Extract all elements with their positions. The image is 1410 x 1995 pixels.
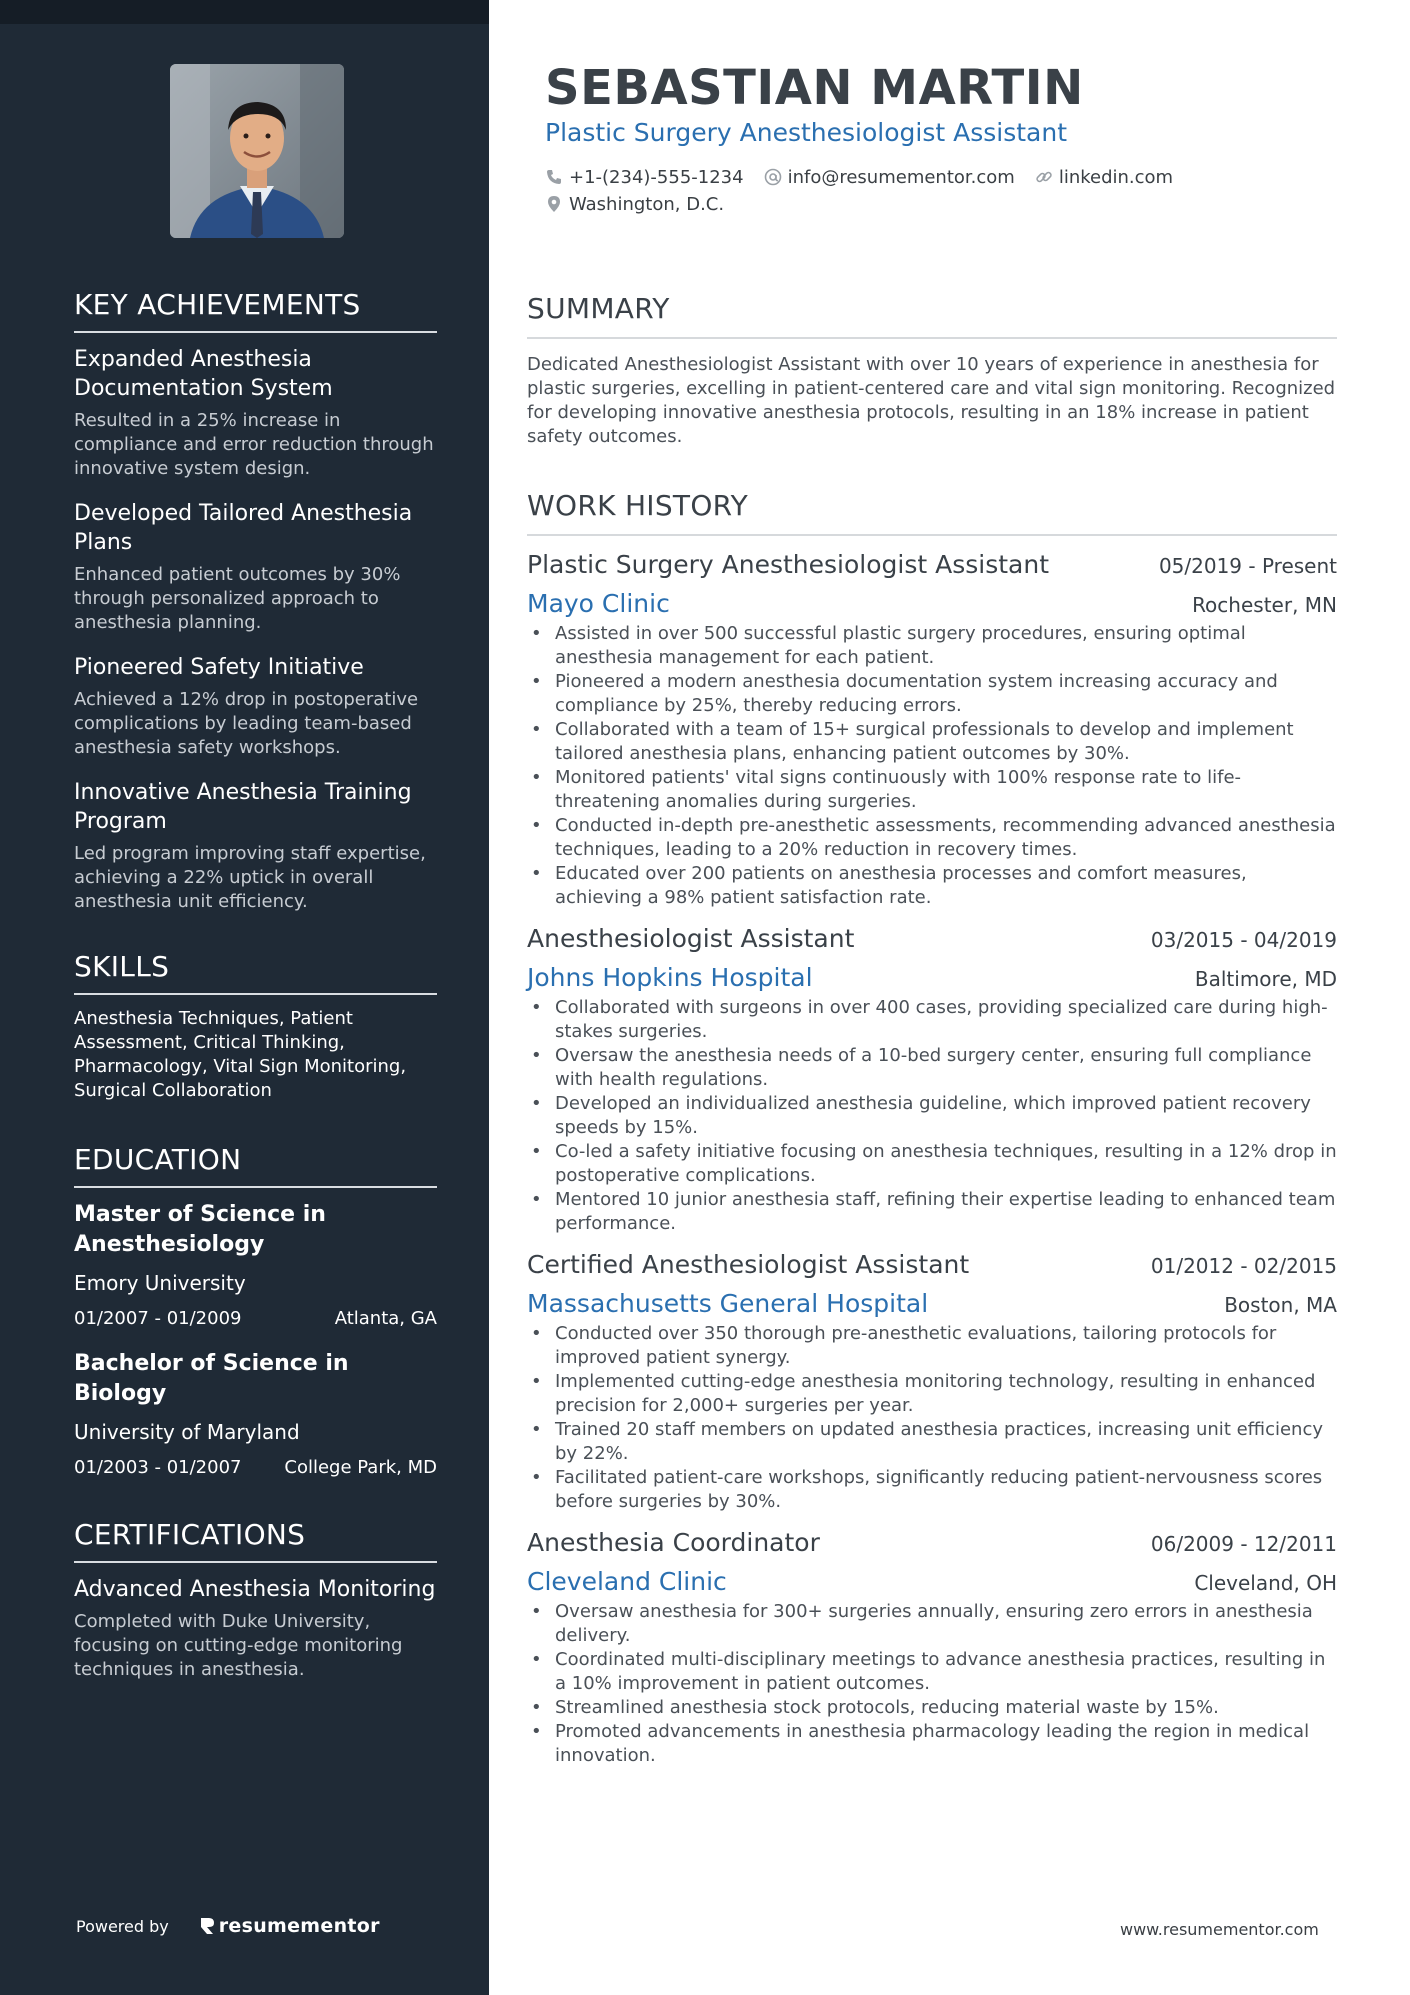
- education-heading: EDUCATION: [74, 1143, 437, 1188]
- achievement-desc: Resulted in a 25% increase in compliance and error reduction through innovative system design.: [74, 410, 434, 479]
- education-item: [74, 1200, 437, 1329]
- job-entry: [527, 550, 1337, 910]
- job-bullets: [527, 622, 1337, 910]
- powered-by: [76, 1915, 380, 1937]
- education-degree: Bachelor of Science in Biology: [74, 1351, 349, 1406]
- job-bullet: • Oversaw anesthesia for 300+ surgeries annually, ensuring zero errors in anesthesia delivery.: [527, 1600, 1337, 1648]
- job-bullet: • Facilitated patient-care workshops, significantly reducing patient-nervousness scores before surgeries by 30%.: [527, 1466, 1337, 1514]
- job-location: Rochester, MN: [1192, 593, 1337, 617]
- brand-mark-icon: [199, 1916, 215, 1936]
- achievement-desc: Enhanced patient outcomes by 30% through personalized approach to anesthesia planning.: [74, 564, 401, 633]
- education-location: College Park, MD: [284, 1457, 437, 1478]
- education-meta: [74, 1308, 437, 1329]
- achievement-desc: Achieved a 12% drop in postoperative complications by leading team-based anesthesia safety workshops.: [74, 689, 419, 758]
- job-bullets: [527, 1600, 1337, 1768]
- contact-row: [545, 164, 1345, 190]
- job-title: Certified Anesthesiologist Assistant: [527, 1250, 970, 1279]
- job-company: Johns Hopkins Hospital: [527, 963, 813, 992]
- job-bullet: • Trained 20 staff members on updated anesthesia practices, increasing unit efficiency by 22%.: [527, 1418, 1337, 1466]
- achievement-item: [74, 345, 437, 481]
- education-school: Emory University: [74, 1271, 246, 1295]
- job-title: Anesthesia Coordinator: [527, 1528, 820, 1557]
- job-bullet: • Oversaw the anesthesia needs of a 10-bed surgery center, ensuring full compliance with health regulations.: [527, 1044, 1337, 1092]
- education-degree: Master of Science in Anesthesiology: [74, 1202, 326, 1257]
- education-meta: [74, 1457, 437, 1478]
- job-bullet: • Streamlined anesthesia stock protocols, reducing material waste by 15%.: [527, 1696, 1337, 1720]
- job-location: Cleveland, OH: [1194, 1571, 1337, 1595]
- powered-by-label: Powered by: [76, 1916, 169, 1936]
- education-school: University of Maryland: [74, 1420, 300, 1444]
- skills-heading: SKILLS: [74, 950, 437, 995]
- job-bullet: • Promoted advancements in anesthesia pharmacology leading the region in medical innovation.: [527, 1720, 1337, 1768]
- achievements-heading: KEY ACHIEVEMENTS: [74, 288, 437, 333]
- link-icon: [1035, 168, 1053, 186]
- footer-url[interactable]: www.resumementor.com: [1120, 1920, 1319, 1939]
- job-company: Cleveland Clinic: [527, 1567, 727, 1596]
- job-company: Massachusetts General Hospital: [527, 1289, 929, 1318]
- sidebar-top-band: [0, 0, 489, 24]
- phone-icon: [545, 168, 563, 186]
- job-bullet: • Conducted over 350 thorough pre-anesthetic evaluations, tailoring protocols for improved patient synergy.: [527, 1322, 1337, 1370]
- achievement-desc: Led program improving staff expertise, achieving a 22% uptick in overall anesthesia unit efficiency.: [74, 843, 426, 912]
- summary-text: Dedicated Anesthesiologist Assistant with over 10 years of experience in anesthesia for plastic surgeries, excelling in patient-centered care and vital sign monitoring. Recognized for developing innovative anesthesia protocols, resulting in an 18% increase in patient safety outcomes.: [527, 354, 1336, 447]
- job-bullet: • Mentored 10 junior anesthesia staff, refining their expertise leading to enhanced team performance.: [527, 1188, 1337, 1236]
- job-bullet: • Implemented cutting-edge anesthesia monitoring technology, resulting in enhanced precision for 2,000+ surgeries per year.: [527, 1370, 1337, 1418]
- education-dates: 01/2007 - 01/2009: [74, 1308, 242, 1329]
- job-bullet: • Assisted in over 500 successful plastic surgery procedures, ensuring optimal anesthesia management for each patient.: [527, 622, 1337, 670]
- job-location: Baltimore, MD: [1194, 967, 1337, 991]
- job-title: Anesthesiologist Assistant: [527, 924, 855, 953]
- job-bullet: • Conducted in-depth pre-anesthetic assessments, recommending advanced anesthesia techniques, leading to a 20% reduction in recovery times.: [527, 814, 1337, 862]
- sidebar-content: [74, 288, 437, 1682]
- achievement-item: [74, 499, 437, 635]
- job-bullets: [527, 996, 1337, 1236]
- education-item: [74, 1349, 437, 1478]
- job-bullet: • Monitored patients' vital signs continuously with 100% response rate to life-threatening anomalies during surgeries.: [527, 766, 1337, 814]
- contact-email[interactable]: info@resumementor.com: [764, 167, 1015, 188]
- contact-phone[interactable]: +1-(234)-555-1234: [545, 167, 744, 188]
- job-dates: 06/2009 - 12/2011: [1150, 1532, 1337, 1556]
- contact-location: Washington, D.C.: [545, 194, 724, 215]
- work-history-section: [527, 489, 1337, 1782]
- job-dates: 05/2019 - Present: [1158, 554, 1337, 578]
- achievement-item: [74, 653, 437, 760]
- job-bullet: • Coordinated multi-disciplinary meetings to advance anesthesia practices, resulting in a 10% improvement in patient outcomes.: [527, 1648, 1337, 1696]
- certification-item: [74, 1575, 437, 1682]
- achievement-title: Developed Tailored Anesthesia Plans: [74, 501, 413, 555]
- contact-row: [545, 191, 1345, 217]
- certification-desc: Completed with Duke University, focusing on cutting-edge monitoring techniques in anesthesia.: [74, 1611, 403, 1680]
- contact-linkedin[interactable]: linkedin.com: [1035, 167, 1173, 188]
- achievement-title: Pioneered Safety Initiative: [74, 655, 364, 680]
- profile-photo: [170, 64, 344, 238]
- job-bullets: [527, 1322, 1337, 1514]
- job-bullet: • Developed an individualized anesthesia guideline, which improved patient recovery speeds by 15%.: [527, 1092, 1337, 1140]
- job-bullet: • Collaborated with surgeons in over 400 cases, providing specialized care during high-stakes surgeries.: [527, 996, 1337, 1044]
- job-entry: [527, 1250, 1337, 1514]
- certification-title: Advanced Anesthesia Monitoring: [74, 1577, 436, 1602]
- education-dates: 01/2003 - 01/2007: [74, 1457, 242, 1478]
- job-entry: [527, 1528, 1337, 1768]
- candidate-role: Plastic Surgery Anesthesiologist Assistant: [545, 118, 1067, 147]
- job-entry: [527, 924, 1337, 1236]
- candidate-name: SEBASTIAN MARTIN: [545, 60, 1084, 116]
- job-bullet: • Collaborated with a team of 15+ surgical professionals to develop and implement tailored anesthesia plans, enhancing patient outcomes by 30%.: [527, 718, 1337, 766]
- at-icon: [764, 168, 782, 186]
- summary-heading: SUMMARY: [527, 292, 1337, 339]
- avatar-illustration: [170, 64, 344, 238]
- job-bullet: • Pioneered a modern anesthesia documentation system increasing accuracy and compliance by 25%, thereby reducing errors.: [527, 670, 1337, 718]
- sidebar: [0, 0, 489, 1995]
- job-title: Plastic Surgery Anesthesiologist Assistant: [527, 550, 1049, 579]
- achievement-title: Expanded Anesthesia Documentation System: [74, 347, 333, 401]
- work-history-heading: WORK HISTORY: [527, 489, 1337, 536]
- brand-name: resumementor: [218, 1915, 380, 1937]
- education-location: Atlanta, GA: [334, 1308, 437, 1329]
- skills-list: Anesthesia Techniques, Patient Assessment, Critical Thinking, Pharmacology, Vital Sign Monitoring, Surgical Collaboration: [74, 1008, 407, 1101]
- job-dates: 01/2012 - 02/2015: [1150, 1254, 1337, 1278]
- job-bullet: • Educated over 200 patients on anesthesia processes and comfort measures, achieving a 98% patient satisfaction rate.: [527, 862, 1337, 910]
- location-pin-icon: [545, 195, 563, 213]
- contact-info: [545, 164, 1345, 218]
- certifications-heading: CERTIFICATIONS: [74, 1518, 437, 1563]
- achievement-title: Innovative Anesthesia Training Program: [74, 780, 412, 834]
- job-company: Mayo Clinic: [527, 589, 670, 618]
- job-bullet: • Co-led a safety initiative focusing on anesthesia techniques, resulting in a 12% drop in postoperative complications.: [527, 1140, 1337, 1188]
- job-location: Boston, MA: [1224, 1293, 1337, 1317]
- summary-section: [527, 292, 1337, 449]
- job-dates: 03/2015 - 04/2019: [1150, 928, 1337, 952]
- achievement-item: [74, 778, 437, 914]
- brand-logo[interactable]: [199, 1915, 380, 1937]
